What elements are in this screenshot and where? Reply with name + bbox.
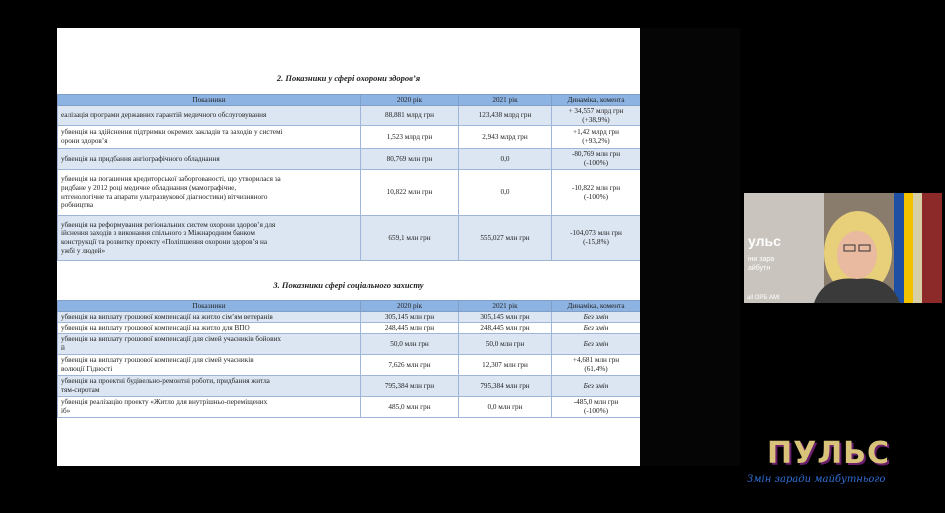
cell-dyn: +4,681 млн грн (61,4%) <box>552 355 641 376</box>
cell-y2020: 1,523 млрд грн <box>361 126 459 149</box>
cell-dyn: Без змін <box>552 323 641 334</box>
channel-logo <box>747 436 905 485</box>
column-header: 2020 рік <box>361 95 459 106</box>
cell-y2020: 88,881 млрд грн <box>361 106 459 126</box>
cell-y2021: 0,0 <box>459 170 552 216</box>
table-header-row <box>58 301 641 312</box>
cell-y2021: 123,438 млрд грн <box>459 106 552 126</box>
cell-dyn: + 34,557 млрд грн (+38,9%) <box>552 106 641 126</box>
cell-name: убвенція на проектні будівельно-ремонтні роботи, придбання житла тям-сиротам <box>58 376 361 397</box>
cell-y2020: 305,145 млн грн <box>361 312 459 323</box>
cell-y2021: 795,384 млн грн <box>459 376 552 397</box>
cell-name: убвенція на виплату грошової компенсації на житло сім’ям ветеранів <box>58 312 361 323</box>
cell-y2021: 0,0 <box>459 149 552 170</box>
cell-y2020: 248,445 млн грн <box>361 323 459 334</box>
column-header: Показники <box>58 301 361 312</box>
presentation-margin <box>640 28 740 466</box>
cell-y2021: 50,0 млн грн <box>459 334 552 355</box>
logo-tagline: Змін заради майбутнього <box>747 474 886 485</box>
cell-y2021: 305,145 млн грн <box>459 312 552 323</box>
cell-name: убвенція на виплату грошової компенсації для сімей учасників волюції Гідності <box>58 355 361 376</box>
backdrop-sign: ульс <box>748 233 781 249</box>
cell-y2020: 50,0 млн грн <box>361 334 459 355</box>
cell-y2020: 80,769 млн грн <box>361 149 459 170</box>
column-header: Динаміка, комента <box>552 95 641 106</box>
cell-dyn: Без змін <box>552 312 641 323</box>
cell-name: еалізація програми державних гарантій медичного обслуговування <box>58 106 361 126</box>
table-row <box>58 334 641 355</box>
cell-dyn: Без змін <box>552 376 641 397</box>
cell-dyn: -10,822 млн грн (-100%) <box>552 170 641 216</box>
column-header: 2021 рік <box>459 301 552 312</box>
cell-dyn: Без змін <box>552 334 641 355</box>
column-header: Показники <box>58 95 361 106</box>
cell-y2020: 485,0 млн грн <box>361 397 459 418</box>
cell-y2020: 10,822 млн грн <box>361 170 459 216</box>
cell-name: убвенція на виплату грошової компенсації для сімей учасників бойових й <box>58 334 361 355</box>
cell-name: убвенція на реформування регіональних систем охорони здоров’я для ійснення заходів з виконання спільного з Міжнародним банком конструкції та розвитку проекту «Поліпшення охорони здоров’я на ужбі у людей» <box>58 216 361 261</box>
cell-name: убвенція реалізацію проекту «Житло для внутрішньо-переміщених іб» <box>58 397 361 418</box>
cell-dyn: +1,42 млрд грн (+93,2%) <box>552 126 641 149</box>
table-row <box>58 149 641 170</box>
cell-y2020: 795,384 млн грн <box>361 376 459 397</box>
presentation-slide <box>57 28 640 466</box>
backdrop-sign-sub: іни зара айбутн <box>748 256 775 272</box>
table-row <box>58 170 641 216</box>
cell-name: убвенція на виплату грошової компенсації на житло для ВПО <box>58 323 361 334</box>
cell-name: убвенція на погашення кредиторської заборгованості, що утворилася за ридбане у 2012 році медичне обладнання (мамографічне, нтгенологічне та апарати ультразвукової діагностики) вітчизняного робництва <box>58 170 361 216</box>
social-indicators-table <box>57 300 640 418</box>
cell-name: убвенція на придбання ангіографічного обладнання <box>58 149 361 170</box>
column-header: 2021 рік <box>459 95 552 106</box>
participant-name-label: ail ОРБ АМІ <box>747 295 780 301</box>
table-row <box>58 312 641 323</box>
webcam-video-tile[interactable] <box>744 193 942 303</box>
cell-dyn: -80,769 млн грн (-100%) <box>552 149 641 170</box>
table-row <box>58 323 641 334</box>
cell-y2020: 659,1 млн грн <box>361 216 459 261</box>
cell-dyn: -485,0 млн грн (-100%) <box>552 397 641 418</box>
table-header-row <box>58 95 641 106</box>
table-row <box>58 216 641 261</box>
table-row <box>58 355 641 376</box>
table-row <box>58 397 641 418</box>
column-header: Динаміка, комента <box>552 301 641 312</box>
table-row <box>58 126 641 149</box>
table-row <box>58 376 641 397</box>
cell-y2020: 7,626 млн грн <box>361 355 459 376</box>
logo-brand: ПУЛЬС <box>767 436 891 471</box>
section-2-title: 2. Показники у сфері охорони здоров’я <box>276 73 421 83</box>
table-row <box>58 106 641 126</box>
cell-y2021: 12,307 млн грн <box>459 355 552 376</box>
section-3-title: 3. Показники сфері соціального захисту <box>273 280 424 290</box>
column-header: 2020 рік <box>361 301 459 312</box>
cell-y2021: 2,943 млрд грн <box>459 126 552 149</box>
cell-dyn: -104,073 млн грн (-15,8%) <box>552 216 641 261</box>
health-indicators-table <box>57 94 640 261</box>
cell-y2021: 555,027 млн грн <box>459 216 552 261</box>
cell-y2021: 0,0 млн грн <box>459 397 552 418</box>
cell-name: убвенція на здійснення підтримки окремих закладів та заходів у системі орони здоров’я <box>58 126 361 149</box>
cell-y2021: 248,445 млн грн <box>459 323 552 334</box>
